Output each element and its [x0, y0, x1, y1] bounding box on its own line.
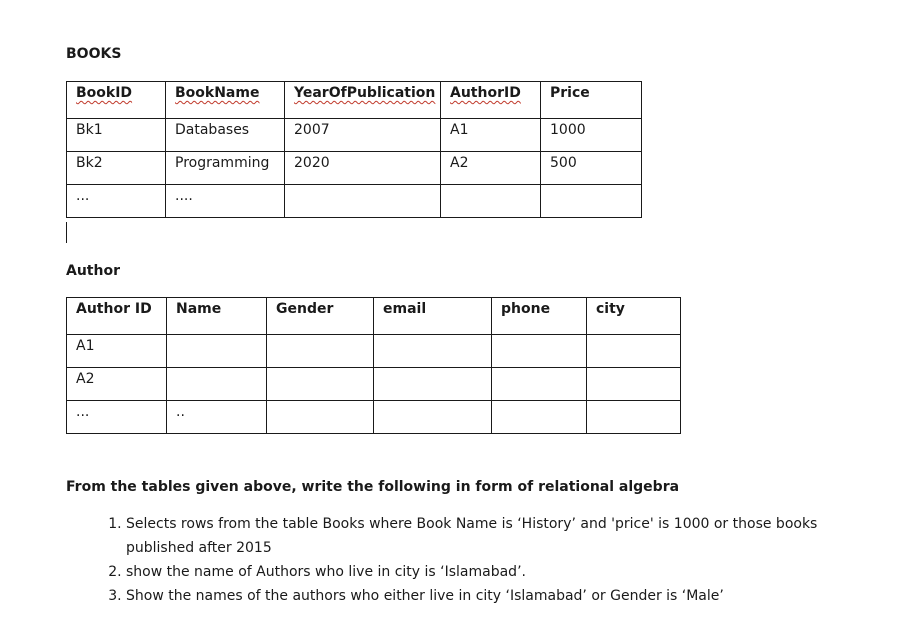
- text-cursor: [66, 222, 67, 243]
- table-cell: Bk1: [67, 119, 166, 152]
- books-col-price: Price: [541, 82, 642, 119]
- author-col-gender: Gender: [267, 298, 374, 335]
- author-col-email: email: [374, 298, 492, 335]
- table-cell: [267, 335, 374, 368]
- books-col-bookname: BookName: [166, 82, 285, 119]
- table-row: [67, 119, 642, 152]
- books-heading: BOOKS: [66, 46, 122, 62]
- table-cell: [167, 335, 267, 368]
- list-item: 1. Selects rows from the table Books where Book Name is ‘History’ and 'price' is 1000 or those books published after 2015: [126, 512, 866, 560]
- books-table: [66, 81, 642, 218]
- table-cell: [587, 368, 681, 401]
- list-item: 2. show the name of Authors who live in city is ‘Islamabad’.: [126, 560, 866, 584]
- author-col-id: Author ID: [67, 298, 167, 335]
- question-text: From the tables given above, write the following in form of relational algebra: [66, 479, 680, 495]
- table-cell: [492, 401, 587, 434]
- table-row: [67, 185, 642, 218]
- table-cell: A1: [67, 335, 167, 368]
- table-cell: ..: [167, 401, 267, 434]
- author-header-row: [67, 298, 681, 335]
- author-col-name: Name: [167, 298, 267, 335]
- table-row: [67, 335, 681, 368]
- table-cell: Databases: [166, 119, 285, 152]
- author-table: [66, 297, 681, 434]
- table-cell: [285, 185, 441, 218]
- table-cell: [267, 368, 374, 401]
- table-cell: [587, 335, 681, 368]
- table-cell: [167, 368, 267, 401]
- table-cell: A2: [441, 152, 541, 185]
- question-list: [96, 512, 866, 608]
- table-cell: Programming: [166, 152, 285, 185]
- table-cell: [541, 185, 642, 218]
- table-cell: A1: [441, 119, 541, 152]
- table-cell: [492, 368, 587, 401]
- table-cell: [441, 185, 541, 218]
- books-col-bookid: BookID: [67, 82, 166, 119]
- author-heading: Author: [66, 263, 120, 279]
- table-cell: 1000: [541, 119, 642, 152]
- table-cell: [492, 335, 587, 368]
- table-cell: Bk2: [67, 152, 166, 185]
- table-cell: 500: [541, 152, 642, 185]
- table-cell: ...: [67, 185, 166, 218]
- table-cell: ...: [67, 401, 167, 434]
- books-col-year: YearOfPublication: [285, 82, 441, 119]
- table-cell: [267, 401, 374, 434]
- table-cell: A2: [67, 368, 167, 401]
- table-cell: [374, 368, 492, 401]
- books-col-authorid: AuthorID: [441, 82, 541, 119]
- table-cell: 2020: [285, 152, 441, 185]
- table-cell: [374, 401, 492, 434]
- table-cell: [374, 335, 492, 368]
- table-cell: 2007: [285, 119, 441, 152]
- table-cell: ....: [166, 185, 285, 218]
- author-col-city: city: [587, 298, 681, 335]
- table-cell: [587, 401, 681, 434]
- table-row: [67, 368, 681, 401]
- table-row: [67, 152, 642, 185]
- table-row: [67, 401, 681, 434]
- author-col-phone: phone: [492, 298, 587, 335]
- list-item: 3. Show the names of the authors who either live in city ‘Islamabad’ or Gender is ‘Male’: [126, 584, 866, 608]
- books-header-row: [67, 82, 642, 119]
